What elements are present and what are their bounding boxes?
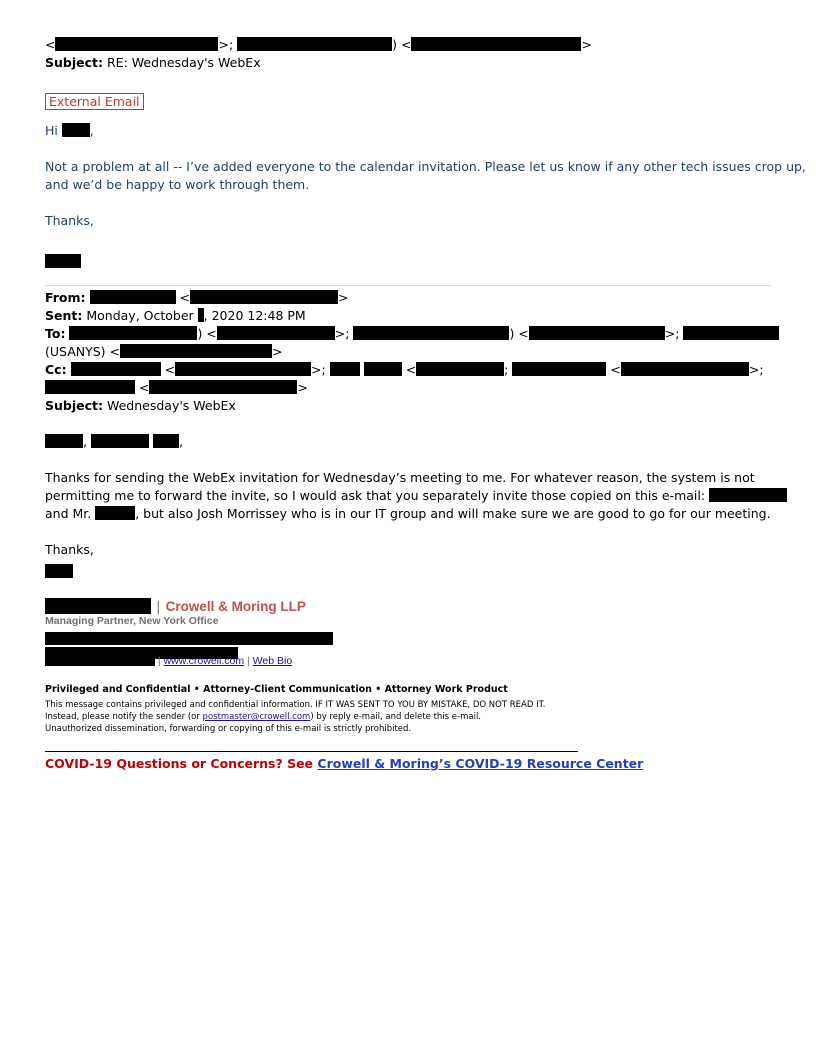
redaction	[190, 290, 338, 304]
original-body-line-1: Thanks for sending the WebEx invitation for Wednesday’s meeting to me. For whatever reason, the system is not	[45, 470, 755, 485]
redaction	[353, 326, 509, 340]
redaction	[416, 362, 504, 376]
signature-firm-line: | Crowell & Moring LLP	[45, 596, 306, 618]
reply-closing: Thanks,	[45, 213, 94, 228]
reply-signature-redaction	[45, 251, 81, 270]
disclaimer-line-1: This message contains privileged and confidential information. IF IT WAS SENT TO YOU BY MISTAKE, DO NOT READ IT.	[45, 700, 546, 710]
original-signature-redaction	[45, 561, 73, 580]
top-subject-line: Subject: RE: Wednesday's WebEx	[45, 55, 261, 70]
cc-line-2: < >	[45, 379, 308, 397]
covid-rule	[45, 751, 578, 752]
sent-line: Sent: Monday, October , 2020 12:48 PM	[45, 308, 306, 323]
redaction	[237, 37, 392, 51]
original-closing: Thanks,	[45, 542, 94, 557]
website-link[interactable]: www.crowell.com	[163, 655, 245, 667]
disclaimer-line-2: Instead, please notify the sender (or postmaster@crowell.com) by reply e-mail, and delete this e-mail.	[45, 712, 482, 722]
top-recipients-line: < >; ) < >	[45, 37, 592, 52]
disclaimer-line-3: Unauthorized dissemination, forwarding or copying of this e-mail is strictly prohibited.	[45, 724, 412, 734]
redaction	[69, 326, 197, 340]
redaction	[621, 362, 749, 376]
redaction	[120, 344, 272, 358]
to-line-2: (USANYS) < >	[45, 344, 283, 359]
redaction	[55, 37, 218, 51]
redaction	[529, 326, 665, 340]
redaction	[512, 362, 606, 376]
redaction	[149, 380, 297, 394]
redaction	[153, 434, 179, 448]
redaction	[95, 506, 135, 520]
original-body-line-2: permitting me to forward the invite, so I would ask that you separately invite those copied on this e-mail:	[45, 487, 787, 505]
redaction	[411, 37, 581, 51]
redaction	[90, 290, 176, 304]
redaction	[175, 362, 311, 376]
redaction	[45, 380, 135, 394]
redaction	[217, 326, 335, 340]
redaction	[91, 434, 149, 448]
redaction	[62, 123, 90, 137]
redaction	[45, 598, 151, 614]
disclaimer-heading: Privileged and Confidential • Attorney-Client Communication • Attorney Work Product	[45, 684, 508, 695]
original-subject-line: Subject: Wednesday's WebEx	[45, 398, 236, 413]
from-line: From: < >	[45, 290, 349, 305]
signature-title: Managing Partner, New York Office	[45, 615, 219, 627]
redaction	[709, 488, 787, 502]
web-bio-link[interactable]: Web Bio	[252, 655, 293, 667]
signature-links-line: | www.crowell.com | Web Bio	[45, 654, 292, 668]
reply-paragraph-line-1: Not a problem at all -- I’ve added everyone to the calendar invitation. Please let us know if any other tech issues crop up,	[45, 159, 806, 174]
reply-paragraph-line-2: and we’d be happy to work through them.	[45, 177, 310, 192]
original-greeting: , ,	[45, 433, 183, 451]
redaction	[683, 326, 779, 340]
reply-greeting: Hi ,	[45, 123, 94, 138]
redaction	[45, 654, 155, 666]
message-separator	[45, 285, 771, 286]
external-email-badge: External Email	[45, 91, 144, 110]
redaction	[45, 434, 83, 448]
redaction	[71, 362, 161, 376]
covid-resource-center-link[interactable]: Crowell & Moring’s COVID-19 Resource Center	[317, 756, 644, 771]
to-line: To: ) < >; ) < >;	[45, 325, 779, 343]
firm-name: Crowell & Moring LLP	[165, 599, 306, 614]
covid-notice: COVID-19 Questions or Concerns? See Crowell & Moring’s COVID-19 Resource Center	[45, 756, 644, 771]
redaction	[330, 362, 360, 376]
cc-line: Cc: < >; < ; < >;	[45, 362, 764, 377]
postmaster-email-link[interactable]: postmaster@crowell.com	[202, 712, 311, 722]
original-body-line-3: and Mr. , but also Josh Morrissey who is in our IT group and will make sure we are good to go for our meeting.	[45, 506, 771, 521]
redaction	[364, 362, 402, 376]
